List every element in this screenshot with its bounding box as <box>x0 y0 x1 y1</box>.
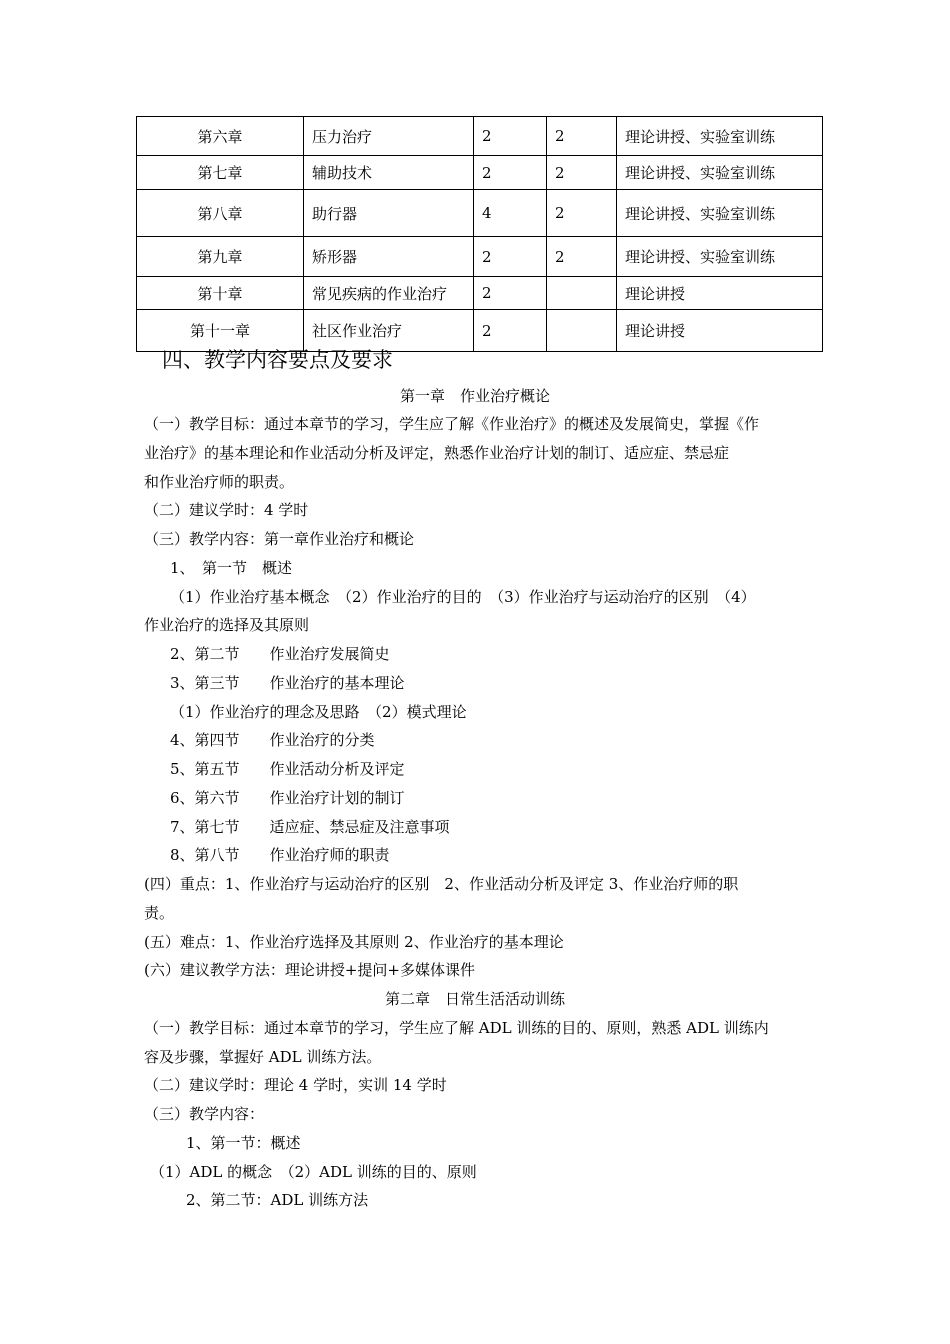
method-cell: 理论讲授、实验室训练 <box>617 237 823 277</box>
practice-hours-cell <box>547 310 617 352</box>
theory-hours-cell: 2 <box>474 310 547 352</box>
table-row <box>137 237 823 277</box>
topic-cell: 社区作业治疗 <box>304 310 474 352</box>
text-line: 业治疗》的基本理论和作业活动分析及评定，熟悉作业治疗计划的制订、适应症、禁忌症 <box>144 444 730 462</box>
topic-cell: 辅助技术 <box>304 156 474 190</box>
text-line: 7、第七节 适应症、禁忌症及注意事项 <box>170 818 450 836</box>
topic-cell: 助行器 <box>304 190 474 237</box>
text-line: 2、第二节：ADL 训练方法 <box>186 1191 369 1209</box>
text-line: （二）建议学时：理论 4 学时，实训 14 学时 <box>144 1076 447 1094</box>
method-cell: 理论讲授、实验室训练 <box>617 156 823 190</box>
table-row <box>137 117 823 156</box>
text-line: 作业治疗的选择及其原则 <box>144 616 310 634</box>
chapter-cell: 第九章 <box>137 237 304 277</box>
theory-hours-cell: 4 <box>474 190 547 237</box>
method-cell: 理论讲授 <box>617 277 823 310</box>
practice-hours-cell: 2 <box>547 117 617 156</box>
chapter-heading: 第一章 作业治疗概论 <box>399 387 550 405</box>
table-row <box>137 156 823 190</box>
table-row <box>137 277 823 310</box>
text-line: 1、 第一节 概述 <box>170 559 293 577</box>
theory-hours-cell: 2 <box>474 156 547 190</box>
text-line: （1）ADL 的概念 （2）ADL 训练的目的、原则 <box>150 1163 477 1181</box>
text-line: （三）教学内容：第一章作业治疗和概论 <box>144 530 415 548</box>
text-line: （一）教学目标：通过本章节的学习，学生应了解 ADL 训练的目的、原则，熟悉 ADL 训练内 <box>144 1019 769 1037</box>
section-title: 四、教学内容要点及要求 <box>162 348 393 372</box>
method-cell: 理论讲授、实验室训练 <box>617 190 823 237</box>
practice-hours-cell: 2 <box>547 190 617 237</box>
chapter-cell: 第六章 <box>137 117 304 156</box>
text-line: （三）教学内容： <box>144 1105 265 1123</box>
chapter-cell: 第八章 <box>137 190 304 237</box>
text-line: 1、第一节：概述 <box>186 1134 301 1152</box>
text-line: 4、第四节 作业治疗的分类 <box>170 731 375 749</box>
text-line: （1）作业治疗的理念及思路 （2）模式理论 <box>170 703 467 721</box>
theory-hours-cell: 2 <box>474 117 547 156</box>
text-line: 和作业治疗师的职责。 <box>144 473 295 491</box>
chapter-cell: 第十章 <box>137 277 304 310</box>
text-line: 6、第六节 作业治疗计划的制订 <box>170 789 405 807</box>
practice-hours-cell: 2 <box>547 237 617 277</box>
chapter-cell: 第十一章 <box>137 310 304 352</box>
chapter-hours-table <box>136 116 823 352</box>
theory-hours-cell: 2 <box>474 237 547 277</box>
method-cell: 理论讲授、实验室训练 <box>617 117 823 156</box>
practice-hours-cell: 2 <box>547 156 617 190</box>
topic-cell: 矫形器 <box>304 237 474 277</box>
chapter-cell: 第七章 <box>137 156 304 190</box>
text-line: （一）教学目标：通过本章节的学习，学生应了解《作业治疗》的概述及发展简史，掌握《作 <box>144 415 760 433</box>
theory-hours-cell: 2 <box>474 277 547 310</box>
text-line: （1）作业治疗基本概念 （2）作业治疗的目的 （3）作业治疗与运动治疗的区别 （4） <box>170 588 756 606</box>
text-line: 5、第五节 作业活动分析及评定 <box>170 760 405 778</box>
text-line: 3、第三节 作业治疗的基本理论 <box>170 674 405 692</box>
text-line: 8、第八节 作业治疗师的职责 <box>170 846 390 864</box>
method-cell: 理论讲授 <box>617 310 823 352</box>
chapter-heading: 第二章 日常生活活动训练 <box>384 990 565 1008</box>
text-line: (六）建议教学方法：理论讲授+提问+多媒体课件 <box>144 961 475 979</box>
topic-cell: 压力治疗 <box>304 117 474 156</box>
text-line: (四）重点：1、作业治疗与运动治疗的区别 2、作业活动分析及评定 3、作业治疗师的职 <box>144 875 739 893</box>
text-line: 责。 <box>144 904 175 922</box>
table-row <box>137 190 823 237</box>
text-line: 容及步骤，掌握好 ADL 训练方法。 <box>144 1048 382 1066</box>
text-line: (五）难点：1、作业治疗选择及其原则 2、作业治疗的基本理论 <box>144 933 564 951</box>
text-line: （二）建议学时：4 学时 <box>144 501 309 519</box>
practice-hours-cell <box>547 277 617 310</box>
topic-cell: 常见疾病的作业治疗 <box>304 277 474 310</box>
text-line: 2、第二节 作业治疗发展简史 <box>170 645 390 663</box>
